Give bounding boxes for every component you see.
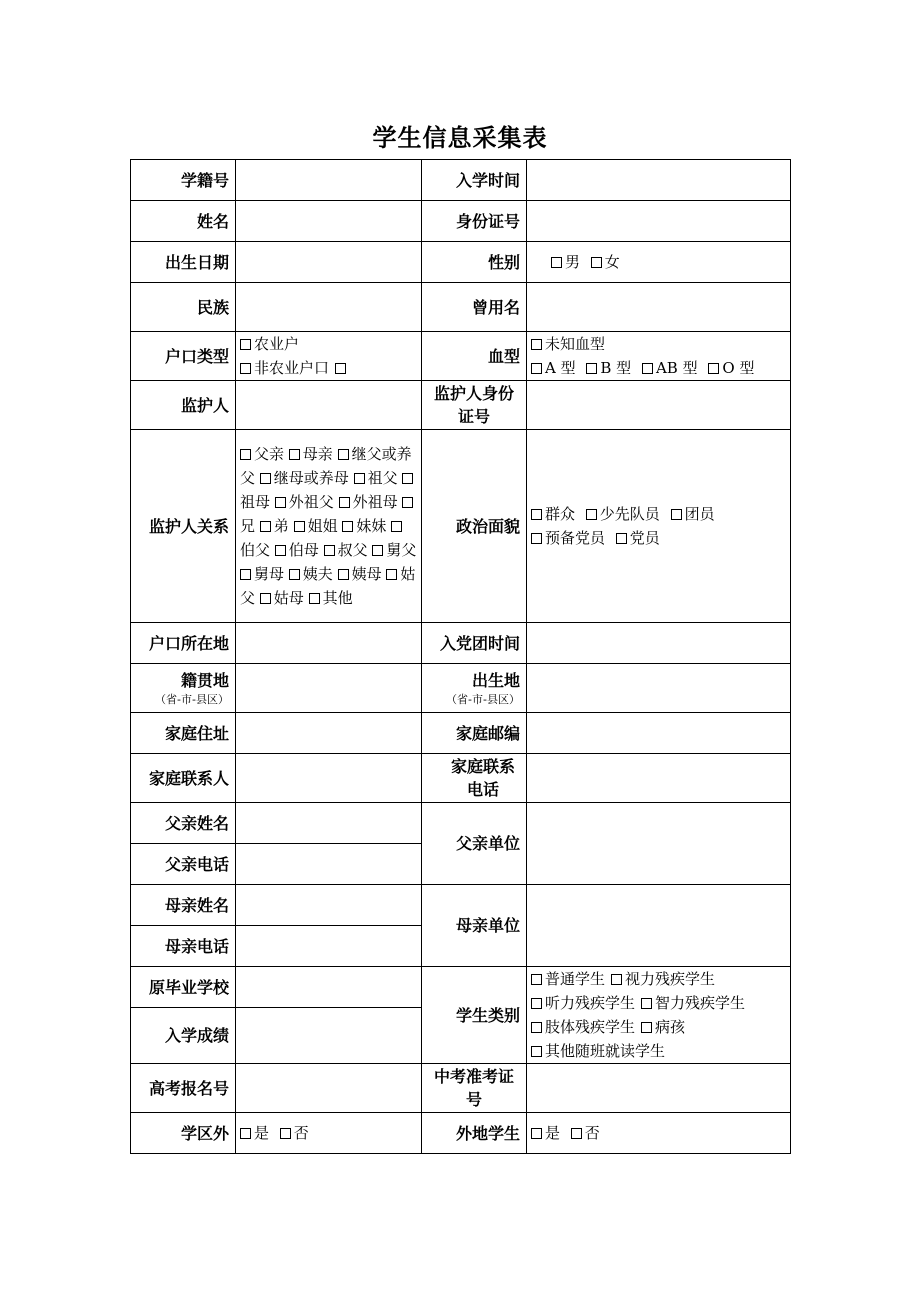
nonlocal-student-options	[527, 1113, 791, 1154]
checkbox-icon[interactable]	[338, 449, 349, 460]
political-label: 政治面貌	[422, 430, 527, 623]
student-category-option[interactable]: 病孩	[641, 1018, 685, 1036]
guardian-relation-option[interactable]: 伯父	[240, 517, 405, 559]
guardian-id-field[interactable]	[527, 381, 791, 430]
ethnicity-label: 民族	[131, 283, 236, 332]
guardian-relation-option[interactable]: 姑父	[240, 565, 416, 607]
checkbox-icon[interactable]	[338, 569, 349, 580]
name-label: 姓名	[131, 201, 236, 242]
blood-type-option[interactable]: AB 型	[642, 359, 698, 377]
home-contact-label: 家庭联系人	[131, 754, 236, 803]
gender-option[interactable]: 女	[591, 253, 620, 271]
yes-option[interactable]: 是	[531, 1124, 560, 1142]
hukou-type-label: 户口类型	[131, 332, 236, 381]
father-name-label: 父亲姓名	[131, 803, 236, 844]
checkbox-icon[interactable]	[671, 509, 682, 520]
political-option[interactable]: 团员	[671, 505, 715, 523]
checkbox-icon[interactable]	[616, 533, 627, 544]
father-work-field[interactable]	[527, 803, 791, 885]
checkbox-icon[interactable]	[641, 998, 652, 1009]
guardian-relation-options	[236, 430, 422, 623]
home-address-field[interactable]	[236, 713, 422, 754]
checkbox-icon[interactable]	[240, 363, 251, 374]
student-id-field[interactable]	[236, 160, 422, 201]
checkbox-icon[interactable]	[402, 497, 413, 508]
checkbox-icon[interactable]	[324, 545, 335, 556]
home-postcode-field[interactable]	[527, 713, 791, 754]
checkbox-icon[interactable]	[531, 974, 542, 985]
checkbox-icon[interactable]	[531, 339, 542, 350]
guardian-relation-option[interactable]: 祖母	[240, 469, 416, 511]
home-address-label: 家庭住址	[131, 713, 236, 754]
checkbox-icon[interactable]	[280, 1128, 291, 1139]
guardian-relation-option[interactable]: 弟	[260, 517, 289, 535]
name-field[interactable]	[236, 201, 422, 242]
guardian-relation-option[interactable]: 姨母	[338, 565, 382, 583]
enroll-time-field[interactable]	[527, 160, 791, 201]
gender-options	[527, 242, 791, 283]
checkbox-icon[interactable]	[335, 363, 346, 374]
checkbox-icon[interactable]	[240, 1128, 251, 1139]
guardian-relation-option[interactable]: 祖父	[354, 469, 398, 487]
checkbox-icon[interactable]	[260, 521, 271, 532]
out-of-district-options	[236, 1113, 422, 1154]
political-option[interactable]: 少先队员	[586, 505, 660, 523]
mother-name-label: 母亲姓名	[131, 885, 236, 926]
guardian-relation-option[interactable]: 母亲	[289, 445, 333, 463]
checkbox-icon[interactable]	[531, 1046, 542, 1057]
checkbox-icon[interactable]	[642, 363, 653, 374]
ethnicity-field[interactable]	[236, 283, 422, 332]
mother-work-label: 母亲单位	[422, 885, 527, 967]
mother-phone-label: 母亲电话	[131, 926, 236, 967]
checkbox-icon[interactable]	[531, 998, 542, 1009]
guardian-relation-option[interactable]: 姑母	[260, 589, 304, 607]
checkbox-icon[interactable]	[289, 569, 300, 580]
page-title: 学生信息采集表	[372, 124, 548, 152]
checkbox-icon[interactable]	[240, 339, 251, 350]
guardian-id-label: 监护人身份证号	[422, 381, 527, 430]
guardian-relation-option[interactable]: 兄	[240, 493, 416, 535]
entrance-score-field[interactable]	[236, 1008, 422, 1064]
checkbox-icon[interactable]	[260, 473, 271, 484]
guardian-label: 监护人	[131, 381, 236, 430]
gaokao-no-field[interactable]	[236, 1064, 422, 1113]
checkbox-icon[interactable]	[289, 449, 300, 460]
no-option[interactable]: 否	[280, 1124, 309, 1142]
checkbox-icon[interactable]	[571, 1128, 582, 1139]
student-category-option[interactable]: 其他随班就读学生	[531, 1042, 665, 1060]
native-place-label: 籍贯地 （省-市-县区）	[131, 664, 236, 713]
checkbox-icon[interactable]	[641, 1022, 652, 1033]
student-category-option[interactable]: 肢体残疾学生	[531, 1018, 635, 1036]
yes-option[interactable]: 是	[240, 1124, 269, 1142]
guardian-relation-option[interactable]: 伯母	[275, 541, 319, 559]
gender-option[interactable]: 男	[551, 253, 580, 271]
mother-phone-field[interactable]	[236, 926, 422, 967]
former-name-field[interactable]	[527, 283, 791, 332]
out-of-district-label: 学区外	[131, 1113, 236, 1154]
guardian-relation-option[interactable]: 舅父	[372, 541, 416, 559]
father-phone-label: 父亲电话	[131, 844, 236, 885]
former-name-label: 曾用名	[422, 283, 527, 332]
guardian-relation-option[interactable]: 其他	[309, 589, 353, 607]
prev-school-label: 原毕业学校	[131, 967, 236, 1008]
birth-date-field[interactable]	[236, 242, 422, 283]
student-info-form	[130, 159, 791, 1154]
checkbox-icon[interactable]	[531, 533, 542, 544]
checkbox-icon[interactable]	[294, 521, 305, 532]
blood-type-option[interactable]: O 型	[708, 359, 754, 377]
id-card-label: 身份证号	[422, 201, 527, 242]
political-option[interactable]: 预备党员	[531, 529, 605, 547]
hukou-option[interactable]: 农业户	[240, 335, 299, 353]
hukou-location-label: 户口所在地	[131, 623, 236, 664]
blood-type-options	[527, 332, 791, 381]
student-id-label: 学籍号	[131, 160, 236, 201]
checkbox-icon[interactable]	[531, 1022, 542, 1033]
enroll-time-label: 入学时间	[422, 160, 527, 201]
checkbox-icon[interactable]	[240, 449, 251, 460]
home-postcode-label: 家庭邮编	[422, 713, 527, 754]
guardian-field[interactable]	[236, 381, 422, 430]
student-category-option[interactable]: 听力残疾学生	[531, 994, 635, 1012]
guardian-relation-label: 监护人关系	[131, 430, 236, 623]
birthplace-field[interactable]	[527, 664, 791, 713]
blood-type-option[interactable]: B 型	[586, 359, 631, 377]
id-card-field[interactable]	[527, 201, 791, 242]
guardian-relation-option[interactable]: 继父或养父	[240, 445, 412, 487]
guardian-relation-option[interactable]: 姐姐	[294, 517, 338, 535]
birthplace-label: 出生地 （省-市-县区）	[422, 664, 527, 713]
checkbox-icon[interactable]	[260, 593, 271, 604]
mother-work-field[interactable]	[527, 885, 791, 967]
region-hint: （省-市-县区）	[446, 692, 520, 706]
guardian-relation-option[interactable]: 叔父	[324, 541, 368, 559]
guardian-relation-option[interactable]: 外祖父	[275, 493, 334, 511]
guardian-relation-option[interactable]: 继母或养母	[260, 469, 349, 487]
hukou-location-field[interactable]	[236, 623, 422, 664]
political-options	[527, 430, 791, 623]
home-contact-field[interactable]	[236, 754, 422, 803]
guardian-relation-option[interactable]: 父亲	[240, 445, 284, 463]
no-option[interactable]: 否	[571, 1124, 600, 1142]
guardian-relation-option[interactable]: 姨夫	[289, 565, 333, 583]
region-hint: （省-市-县区）	[155, 692, 229, 706]
political-option[interactable]: 群众	[531, 505, 575, 523]
mother-name-field[interactable]	[236, 885, 422, 926]
student-category-option[interactable]: 视力残疾学生	[611, 970, 715, 988]
prev-school-field[interactable]	[236, 967, 422, 1008]
student-category-label: 学生类别	[422, 967, 527, 1064]
student-category-options	[527, 967, 791, 1064]
checkbox-icon[interactable]	[611, 974, 622, 985]
checkbox-icon[interactable]	[586, 509, 597, 520]
checkbox-icon[interactable]	[342, 521, 353, 532]
father-phone-field[interactable]	[236, 844, 422, 885]
checkbox-icon[interactable]	[240, 569, 251, 580]
blood-type-option[interactable]: 未知血型	[531, 335, 605, 353]
party-join-time-field[interactable]	[527, 623, 791, 664]
checkbox-icon[interactable]	[591, 257, 602, 268]
guardian-relation-option[interactable]: 舅母	[240, 565, 284, 583]
checkbox-icon[interactable]	[531, 363, 542, 374]
checkbox-icon[interactable]	[275, 497, 286, 508]
party-join-time-label: 入党团时间	[422, 623, 527, 664]
home-phone-field[interactable]	[527, 754, 791, 803]
checkbox-icon[interactable]	[708, 363, 719, 374]
gender-label: 性别	[422, 242, 527, 283]
father-name-field[interactable]	[236, 803, 422, 844]
checkbox-icon[interactable]	[386, 569, 397, 580]
guardian-relation-option[interactable]: 妹妹	[342, 517, 386, 535]
checkbox-icon[interactable]	[402, 473, 413, 484]
zhongkao-no-label: 中考准考证号	[422, 1064, 527, 1113]
political-option[interactable]: 党员	[616, 529, 660, 547]
checkbox-icon[interactable]	[531, 509, 542, 520]
checkbox-icon[interactable]	[391, 521, 402, 532]
native-place-field[interactable]	[236, 664, 422, 713]
checkbox-icon[interactable]	[309, 593, 320, 604]
student-category-option[interactable]: 智力残疾学生	[641, 994, 745, 1012]
birth-date-label: 出生日期	[131, 242, 236, 283]
blood-type-label: 血型	[422, 332, 527, 381]
gaokao-no-label: 高考报名号	[131, 1064, 236, 1113]
guardian-relation-option[interactable]: 外祖母	[339, 493, 398, 511]
checkbox-icon[interactable]	[586, 363, 597, 374]
checkbox-icon[interactable]	[531, 1128, 542, 1139]
entrance-score-label: 入学成绩	[131, 1008, 236, 1064]
checkbox-icon[interactable]	[339, 497, 350, 508]
hukou-option[interactable]: 非农业户口	[240, 359, 329, 377]
blood-type-option[interactable]: A 型	[531, 359, 576, 377]
home-phone-label: 家庭联系电话	[422, 754, 527, 803]
zhongkao-no-field[interactable]	[527, 1064, 791, 1113]
student-category-option[interactable]: 普通学生	[531, 970, 605, 988]
checkbox-icon[interactable]	[551, 257, 562, 268]
checkbox-icon[interactable]	[275, 545, 286, 556]
checkbox-icon[interactable]	[372, 545, 383, 556]
checkbox-icon[interactable]	[354, 473, 365, 484]
hukou-type-options	[236, 332, 422, 381]
father-work-label: 父亲单位	[422, 803, 527, 885]
nonlocal-student-label: 外地学生	[422, 1113, 527, 1154]
